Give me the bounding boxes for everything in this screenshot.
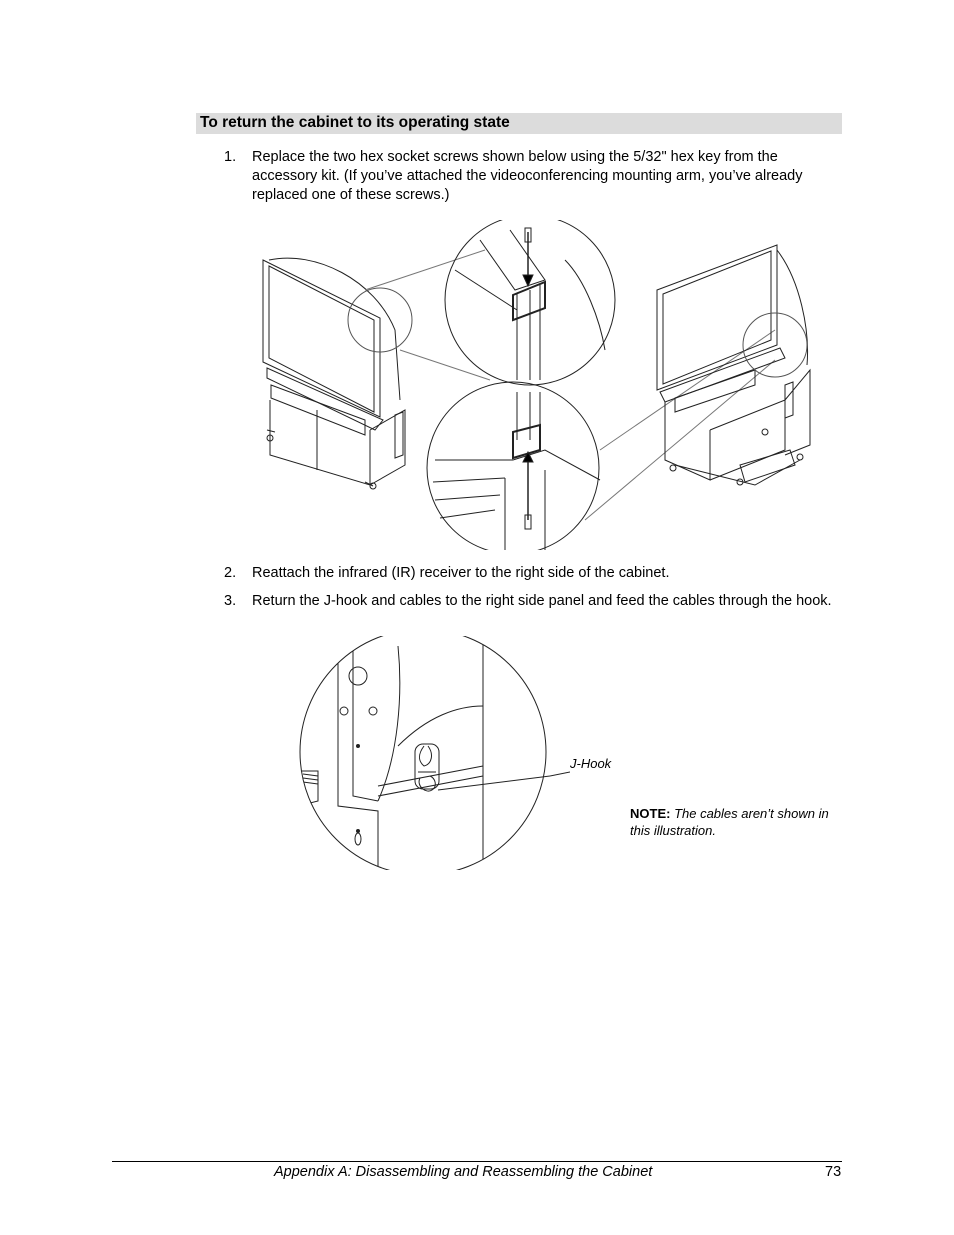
screw-detail-top (445, 220, 615, 385)
cabinet-screw-illustration (255, 220, 815, 550)
step-number: 2. (224, 565, 237, 581)
right-cabinet-drawing (657, 245, 810, 485)
footer-title: Appendix A: Disassembling and Reassembling the Cabinet (274, 1164, 653, 1180)
note-text: The cables aren’t shown in this illustration. (630, 806, 829, 838)
page-number: 73 (825, 1164, 842, 1180)
section-heading: To return the cabinet to its operating state (200, 114, 510, 131)
step-text: Return the J-hook and cables to the right side panel and feed the cables through the hook. (252, 593, 832, 609)
j-hook-label: J-Hook (570, 756, 612, 771)
screw-detail-bottom (427, 382, 600, 550)
step-text: Replace the two hex socket screws shown below using the 5/32" hex key from the accessory kit. (If you’ve attached the videoconferencing mounting arm, you’ve already replaced one of these screws.) (252, 149, 803, 203)
step-number: 1. (224, 149, 237, 165)
step-number: 3. (224, 593, 237, 609)
j-hook-illustration (298, 636, 550, 870)
left-cabinet-drawing (263, 258, 405, 489)
note-label: NOTE: (630, 806, 671, 821)
footer-rule (112, 1161, 842, 1162)
step-text: Reattach the infrared (IR) receiver to the right side of the cabinet. (252, 565, 670, 581)
section-heading-bar (196, 113, 842, 134)
figure-note (630, 805, 830, 839)
j-hook-leader-line (550, 764, 570, 778)
